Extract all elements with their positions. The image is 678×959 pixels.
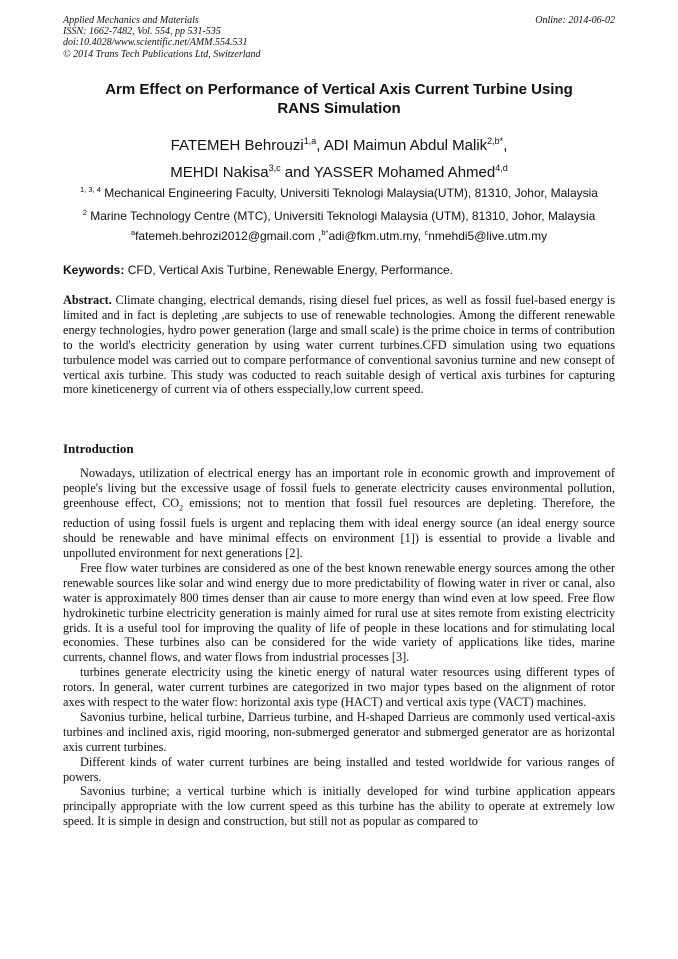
affiliation-text: Mechanical Engineering Faculty, Universiti Teknologi Malaysia(UTM), 81310, Johor, Malaysia [100,186,598,200]
email-address: adi@fkm.utm.my, [328,229,425,243]
email-address: fatemeh.behrozi2012@gmail.com , [135,229,322,243]
title-line-1: Arm Effect on Performance of Vertical Axis Current Turbine Using [105,81,573,98]
affiliation-superscript: 1, 3, 4 [80,185,101,194]
introduction-body [63,466,615,829]
author-name: MEHDI Nakisa [170,164,269,181]
author-name: FATEMEH Behrouzi [170,137,304,154]
paragraph: turbines generate electricity using the kinetic energy of natural water resources using different types of rotors. In general, water current turbines are categorized in two major types based on the alignment of rotor axes with respect to the water flow: horizontal axis type (HACT) and vertical axis type (VACT) machines. [63,665,615,710]
paper-title [63,80,615,118]
copyright-line: © 2014 Trans Tech Publications Ltd, Switzerland [63,48,261,60]
abstract-text: Climate changing, electrical demands, rising diesel fuel prices, as well as fossil fuel-based energy is limited and in fact is depleting ,are subjects to use of renewable technologies. Among the different renewable energy technologies, hydro power generation (large and small scale) is the prime choice in terms of contribution to the world's electricity generation by using water current turbines.CFD simulation using two equations turbulence model was carried out to compare performance of conventional savonius turnine and new consept of vertical axis turbine. This study was coducted to reach suitable desigh of vertical axis turbines for capturing more kineticenergy of current via of others esspecially,low current speed. [63,293,615,397]
keywords-section [63,263,615,277]
author-emails [63,226,615,243]
paragraph [63,466,615,561]
email-superscript: b* [321,228,329,237]
author-superscript: 4,d [495,163,508,173]
affiliation-superscript: 2 [82,208,87,217]
author-separator: , [503,137,508,154]
author-name: YASSER Mohamed Ahmed [313,164,496,181]
paragraph: Savonius turbine; a vertical turbine which is initially developed for wind turbine application appears principally appropriate with the low current speed as this turbine has the ability to operate at extremely low speed. It is simple in design and construction, but still not as popular as compared to [63,784,615,829]
abstract-label: Abstract. [63,293,112,307]
author-separator: , [316,137,324,154]
keywords-label: Keywords: [63,263,125,277]
introduction-heading: Introduction [63,441,134,456]
affiliation-text: Marine Technology Centre (MTC), Universiti Teknologi Malaysia (UTM), 81310, Johor, Malaysia [86,209,596,223]
author-superscript: 3,c [268,163,281,173]
journal-header [63,15,615,60]
journal-name: Applied Mechanics and Materials [63,15,199,26]
paragraph-text: Nowadays, utilization of electrical energy has an important role in economic growth and improvement of people's living but the excessive usage of fossil fuels to generate electricity causes environmental pollution, greenhouse effect, CO [63,466,615,510]
author-line-1 [63,130,615,157]
email-superscript: a [130,228,136,237]
keywords-text: CFD, Vertical Axis Turbine, Renewable Energy, Performance. [124,263,453,277]
author-name: ADI Maimun Abdul Malik [323,137,488,154]
paragraph-text: emissions; not to mention that fossil fuel resources are depleting. Therefore, the reduction of using fossil fuels is urgent and replacing them with ideal energy source (an ideal energy source should be renewable and have minimal effects on environment [1]) is essential to provide a livable and unpolluted environment for next generations [2]. [63,495,616,560]
abstract-section [63,293,615,397]
author-superscript: 1,a [303,136,317,146]
affiliation-2 [63,206,615,223]
author-superscript: 2,b* [487,136,504,146]
author-line-2 [63,157,615,184]
author-list [63,130,615,184]
affiliation-1 [63,183,615,200]
email-address: nmehdi5@live.utm.my [428,229,548,243]
paragraph: Free flow water turbines are considered as one of the best known renewable energy sources among the other renewable sources like solar and wind energy due to more predictability of flowing water in river or canal, also water is approximately 800 times denser than air cause to more energy than wind even at low speed. Free flow hydrokinetic turbine electricity generation is mainly aimed for rural use at sites remote from existing electricity grids. It is a useful tool for improving the quality of life of people in these locations and for stimulating local economies. These turbines also can be considered for the wide variety of applications like tides, marine currents, channel flows, and water flows from industrial processes [3]. [63,560,615,665]
author-conjunction: and [280,164,314,181]
paragraph: Different kinds of water current turbines are being installed and tested worldwide for various ranges of powers. [63,754,615,784]
subscript: 2 [179,503,184,513]
issn-line: ISSN: 1662-7482, Vol. 554, pp 531-535 [63,26,221,38]
email-superscript: c [424,228,429,237]
online-date: Online: 2014-06-02 [535,15,615,26]
paragraph: Savonius turbine, helical turbine, Darrieus turbine, and H-shaped Darrieus are commonly used vertical-axis turbines and inclined axis, rigid mooring, non-submerged generator and submerged generator are as horizontal axis current turbines. [63,709,615,754]
doi-line: doi:10.4028/www.scientific.net/AMM.554.531 [63,37,248,49]
title-line-2: RANS Simulation [277,100,401,117]
